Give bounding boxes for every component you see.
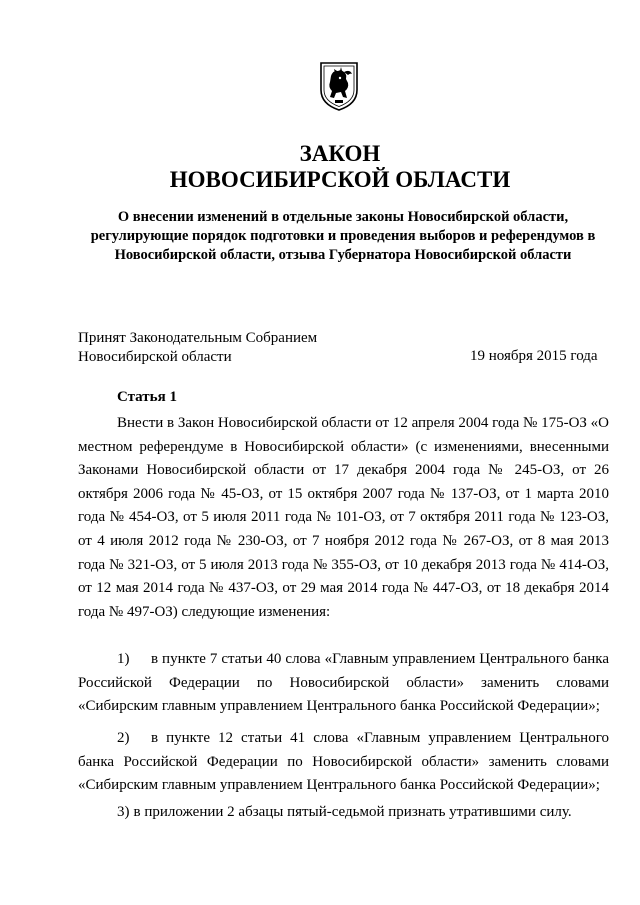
adoption-block [78, 329, 317, 367]
article-heading: Статья 1 [117, 389, 177, 405]
list-item [78, 648, 609, 719]
coat-of-arms-icon [317, 60, 361, 112]
law-title-line2: НОВОСИБИРСКОЙ ОБЛАСТИ [169, 167, 511, 192]
adoption-line2: Новосибирской области [78, 349, 232, 365]
list-item-text: в пункте 12 статьи 41 слова «Главным управлением Центрального банка Российской Федерации по Новосибирской области» заменить словами «Сибирским главным управлением Центрального банка Российской Федерации»; [78, 730, 609, 794]
list-item-text: в приложении 2 абзацы пятый-седьмой признать утратившими силу. [133, 804, 572, 820]
list-item-number: 3) [117, 804, 130, 820]
list-item-text: в пункте 7 статьи 40 слова «Главным управлением Центрального банка Российской Федерации по Новосибирской области» заменить словами «Сибирским главным управлением Центрального банка Российской Федерации»; [78, 651, 609, 715]
list-item-number: 1) [117, 651, 130, 667]
list-item [78, 801, 609, 825]
article-intro-paragraph: Внести в Закон Новосибирской области от 12 апреля 2004 года № 175-ОЗ «О местном референдуме в Новосибирской области» (с изменениями, внесенными Законами Новосибирской области от 17 декабря 2004 года № 245-ОЗ, от 26 октября 2006 года № 45-ОЗ, от 15 октября 2007 года № 137-ОЗ, от 1 марта 2010 года № 454-ОЗ, от 5 июля 2011 года № 101-ОЗ, от 7 октября 2011 года № 123-ОЗ, от 4 июля 2012 года № 230-ОЗ, от 7 ноября 2012 года № 267-ОЗ, от 8 мая 2013 года № 321-ОЗ, от 5 июля 2013 года № 355-ОЗ, от 10 декабря 2013 года № 414-ОЗ, от 12 мая 2014 года № 437-ОЗ, от 29 мая 2014 года № 447-ОЗ, от 18 декабря 2014 года № 497-ОЗ) следующие изменения: [78, 415, 610, 620]
adoption-date: 19 ноября 2015 года [470, 348, 598, 364]
list-item-number: 2) [117, 730, 130, 746]
law-title-line1: ЗАКОН [299, 141, 381, 166]
adoption-line1: Принят Законодательным Собранием [78, 330, 318, 346]
law-subtitle: О внесении изменений в отдельные законы Новосибирской области, регулирующие порядок подготовки и проведения выборов и референдумов в Новосибирской области, отзыва Губернатора Новосибирской области [90, 209, 596, 263]
list-item [78, 727, 609, 798]
